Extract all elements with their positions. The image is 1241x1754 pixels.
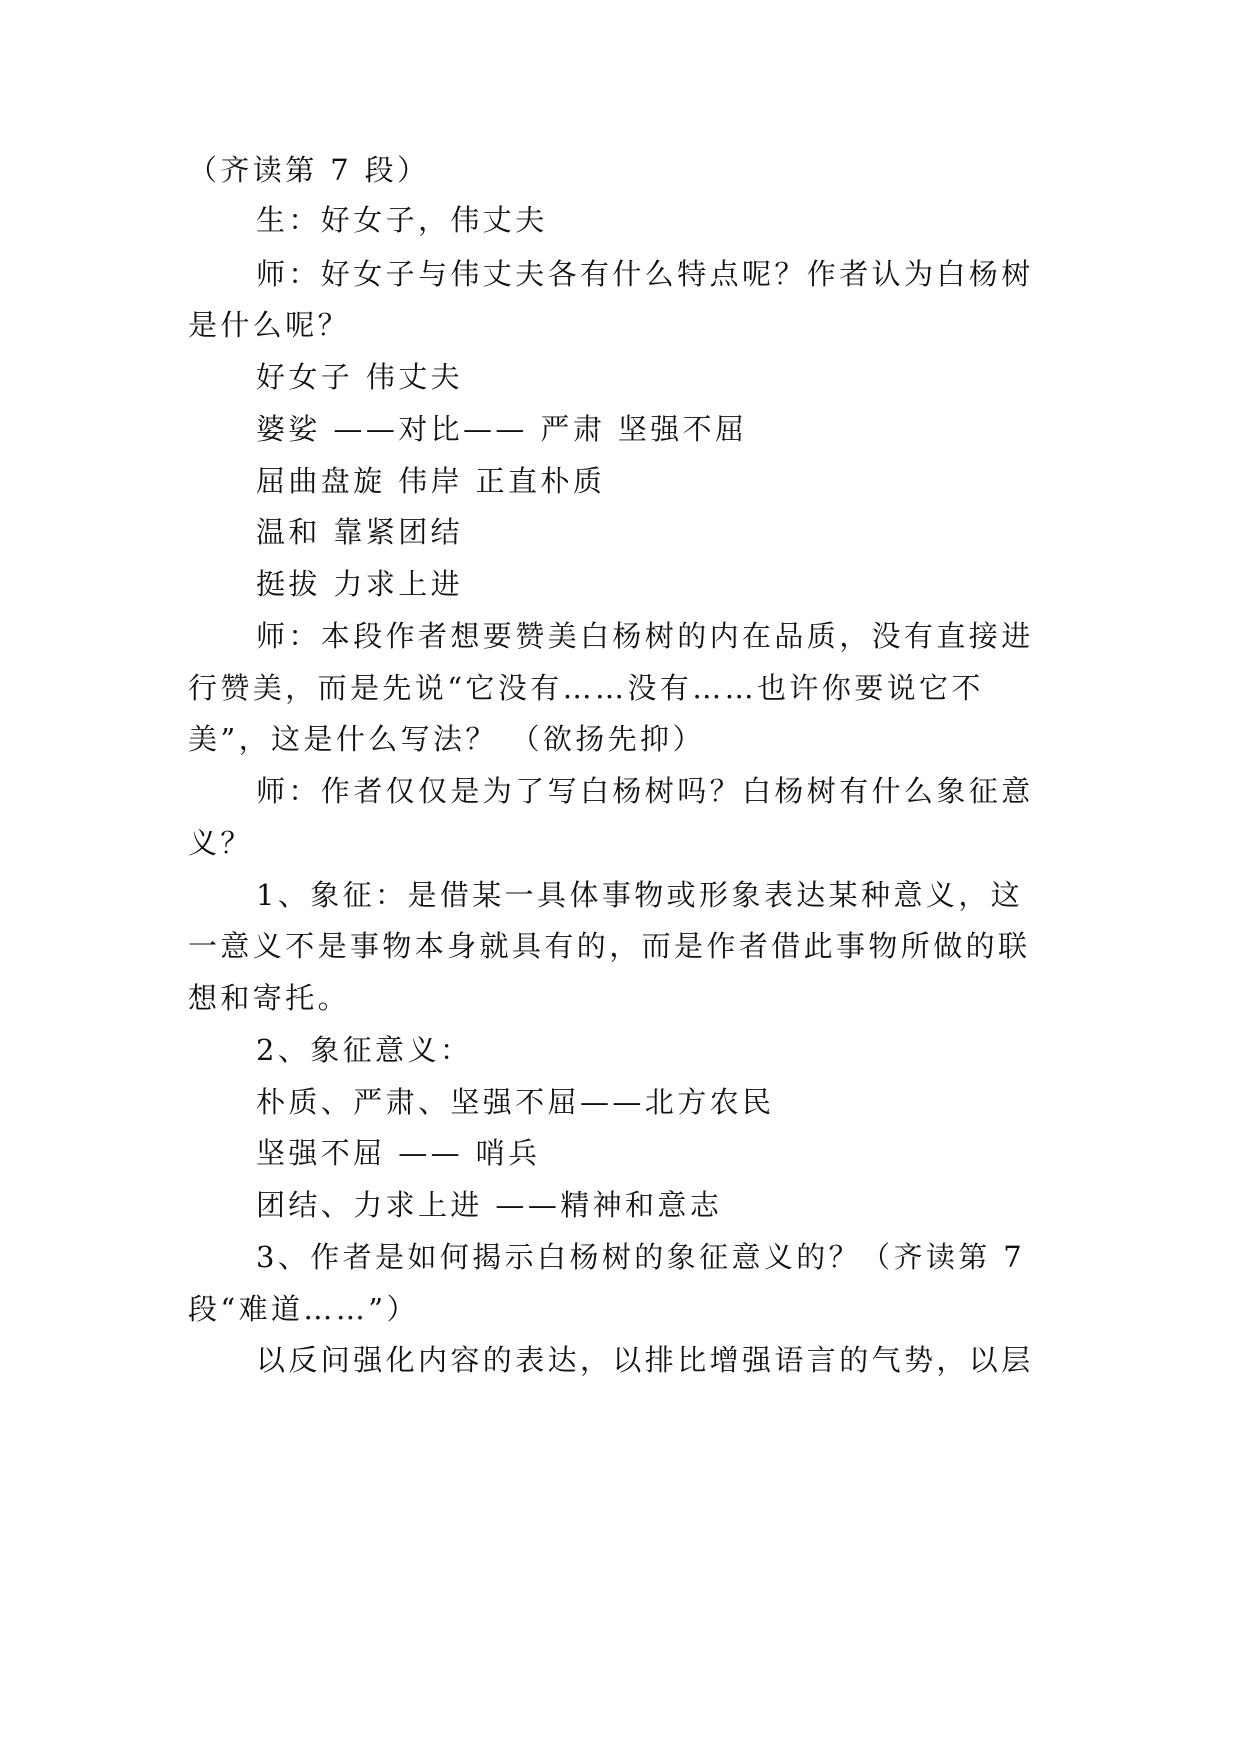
text-line: 好女子 伟丈夫	[256, 360, 464, 394]
text-line: 段“难道……”）	[188, 1292, 419, 1326]
text-line: 坚强不屈 —— 哨兵	[256, 1136, 541, 1170]
text-line: 朴质、严肃、坚强不屈——北方农民	[256, 1085, 775, 1119]
text-line: 行赞美，而是先说“它没有……没有……也许你要说它不	[188, 671, 984, 705]
text-line: 1、象征：是借某一具体事物或形象表达某种意义，这	[256, 878, 1024, 912]
text-line: 以反问强化内容的表达，以排比增强语言的气势，以层	[256, 1343, 1034, 1377]
text-line: 一意义不是事物本身就具有的，而是作者借此事物所做的联	[188, 929, 1031, 963]
text-line: （齐读第 7 段）	[188, 153, 430, 187]
text-line: 挺拔 力求上进	[256, 567, 464, 601]
text-line: 婆娑 ——对比—— 严肃 坚强不屈	[256, 412, 748, 446]
text-line: 屈曲盘旋 伟岸 正直朴质	[256, 464, 606, 498]
text-line: 是什么呢？	[188, 308, 351, 342]
text-line: 想和寄托。	[188, 981, 351, 1015]
text-line: 师：作者仅仅是为了写白杨树吗？白杨树有什么象征意	[256, 774, 1034, 808]
text-line: 生：好女子，伟丈夫	[256, 203, 548, 237]
text-line: 师：本段作者想要赞美白杨树的内在品质，没有直接进	[256, 619, 1034, 653]
text-line: 2、象征意义：	[256, 1033, 473, 1067]
text-line: 美”，这是什么写法？ （欲扬先抑）	[188, 722, 705, 756]
text-line: 温和 靠紧团结	[256, 515, 464, 549]
text-line: 义？	[188, 826, 253, 860]
text-line: 3、作者是如何揭示白杨树的象征意义的？（齐读第 7	[256, 1240, 1026, 1274]
text-line: 团结、力求上进 ——精神和意志	[256, 1188, 723, 1222]
text-line: 师：好女子与伟丈夫各有什么特点呢？作者认为白杨树	[256, 257, 1034, 291]
